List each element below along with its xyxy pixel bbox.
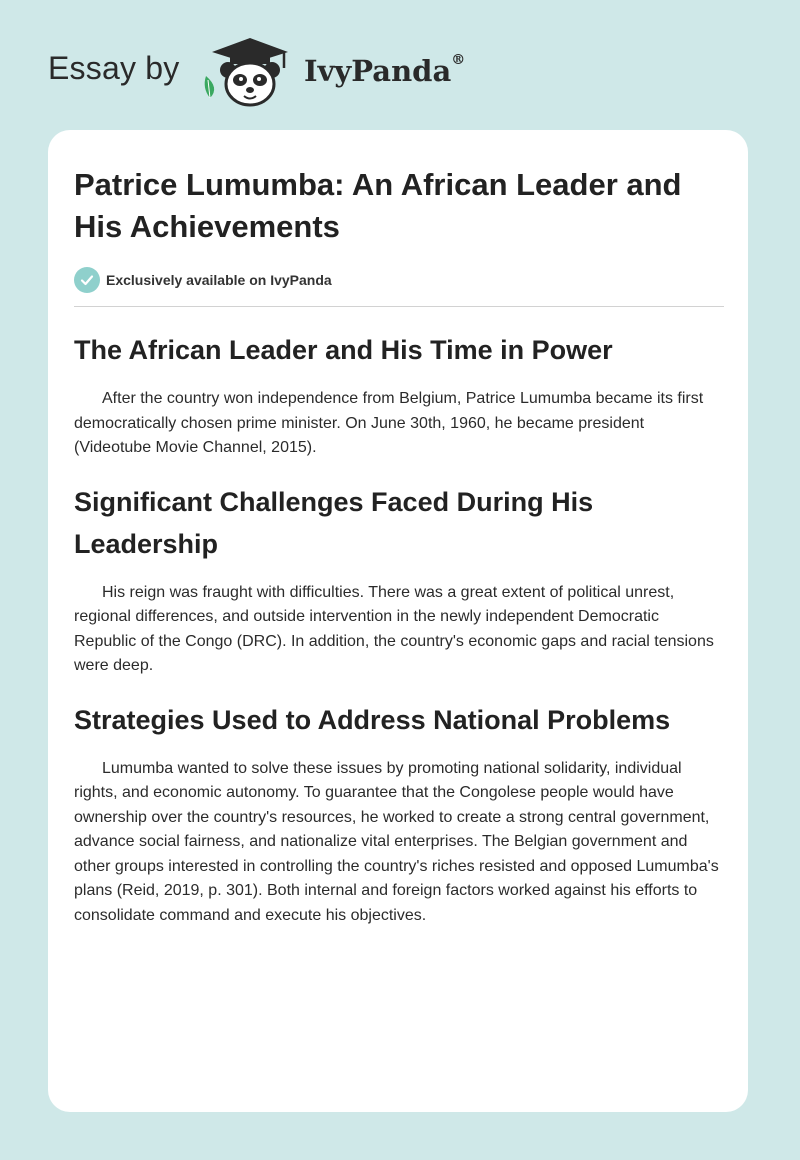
page-title: Patrice Lumumba: An African Leader and His Achievements: [74, 167, 682, 244]
brand-header: [48, 36, 468, 108]
check-circle-icon: [74, 267, 100, 293]
section-heading: The African Leader and His Time in Power: [74, 335, 613, 365]
section-paragraph: After the country won independence from Belgium, Patrice Lumumba became its first democratically chosen prime minister. On June 30th, 1960, he became president (Videotube Movie Channel, 2015).: [74, 390, 704, 456]
exclusive-badge: [74, 266, 724, 294]
essay-content: [74, 130, 724, 928]
divider: [74, 306, 724, 307]
brand-prefix: Essay by: [48, 50, 180, 86]
section-paragraph: Lumumba wanted to solve these issues by promoting national solidarity, individual rights, and economic autonomy. To guarantee that the Congolese people would have ownership over the country's resources, he worked to create a strong central government, advance social fairness, and nationalize vital enterprises. The Belgian government and other groups interested in controlling the country's riches resisted and opposed Lumumba's plans (Reid, 2019, p. 301). Both internal and foreign factors worked against his efforts to consolidate command and execute his objectives.: [74, 759, 719, 924]
registered-mark: ®: [451, 52, 466, 68]
brand-name: [304, 54, 465, 88]
section-paragraph: His reign was fraught with difficulties. There was a great extent of political unrest, regional differences, and outside intervention in the newly independent Democratic Republic of the Congo (DRC). In addition, the country's economic gaps and racial tensions were deep.: [74, 583, 714, 674]
exclusive-label: Exclusively available on IvyPanda: [106, 272, 332, 288]
section-heading: Significant Challenges Faced During His Leadership: [74, 486, 594, 559]
panda-graduation-cap-logo-icon: [200, 36, 300, 108]
section-heading: Strategies Used to Address National Problems: [74, 704, 671, 735]
essay-card: [48, 130, 748, 1112]
brand-name-text: IvyPanda: [304, 54, 452, 88]
